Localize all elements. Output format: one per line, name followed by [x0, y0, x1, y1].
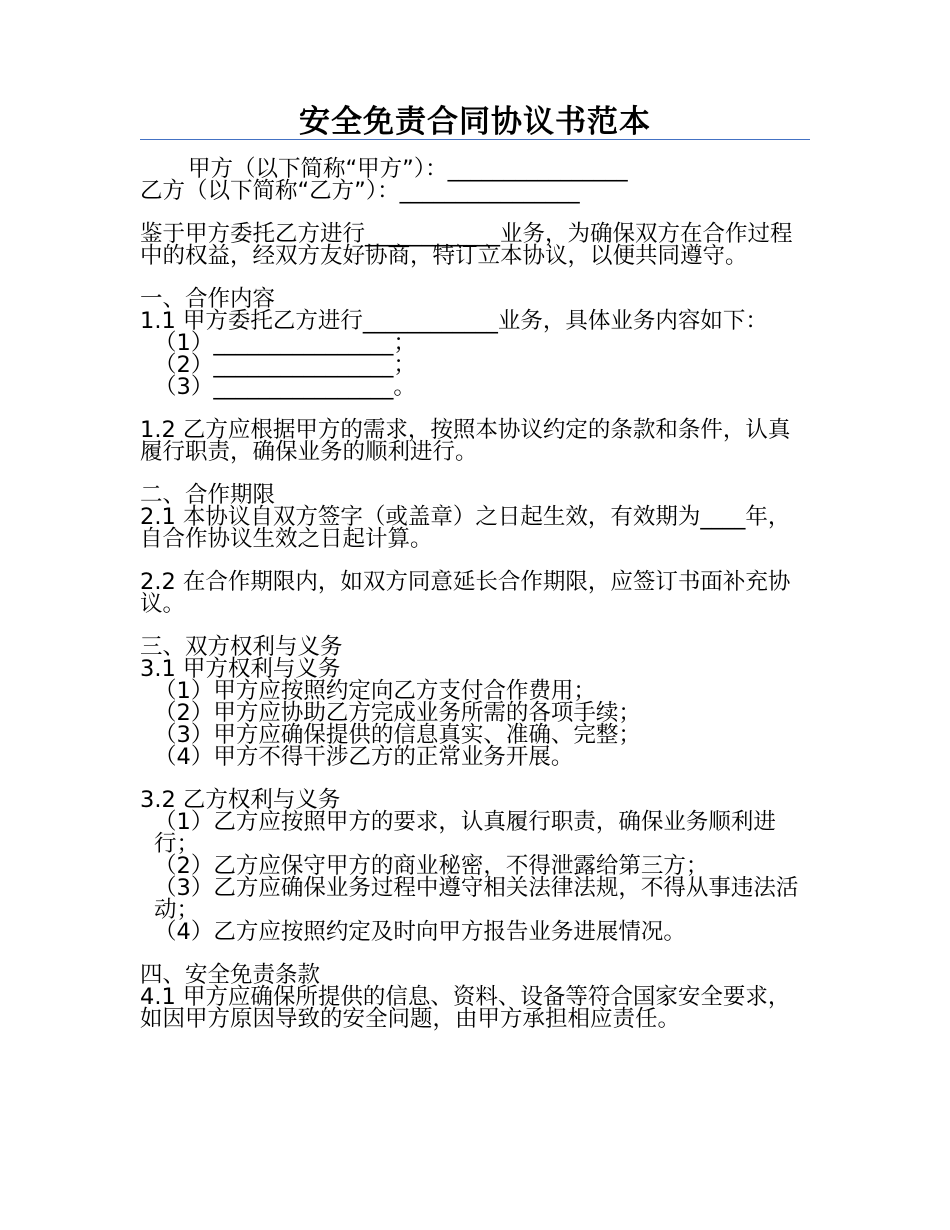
list-item: （3）乙方应确保业务过程中遵守相关法律法规，不得从事违法活动； — [154, 875, 799, 923]
document-body — [140, 158, 812, 1030]
clause-1-2: 1.2 乙方应根据甲方的需求，按照本协议约定的条款和条件，认真履行职责，确保业务的顺利进行。 — [140, 417, 791, 465]
clause-1-1: 1.1 甲方委托乙方进行____________业务，具体业务内容如下： — [140, 308, 768, 334]
title-underline — [140, 139, 810, 140]
party-b-line: 乙方（以下简称“乙方”）：________________ — [140, 178, 580, 204]
clause-2-1: 2.1 本协议自双方签字（或盖章）之日起生效，有效期为____年，自合作协议生效之日起计算。 — [140, 504, 791, 552]
list-item: （3）甲方应确保提供的信息真实、准确、完整； — [154, 722, 641, 748]
section-1-heading: 一、合作内容 — [140, 286, 276, 312]
clause-2-2: 2.2 在合作期限内，如双方同意延长合作期限，应签订书面补充协议。 — [140, 569, 791, 617]
list-item: （4）甲方不得干涉乙方的正常业务开展。 — [154, 744, 574, 770]
clause-3-2: 3.2 乙方权利与义务 — [140, 787, 341, 813]
list-item: （1）乙方应按照甲方的要求，认真履行职责，确保业务顺利进行； — [154, 809, 776, 857]
list-item: （4）乙方应按照约定及时向甲方报告业务进展情况。 — [154, 919, 686, 945]
section-4-heading: 四、安全免责条款 — [140, 962, 321, 988]
list-item: （3）________________。 — [154, 374, 416, 400]
list-item: （2）乙方应保守甲方的商业秘密，不得泄露给第三方； — [154, 853, 709, 879]
clause-4-1: 4.1 甲方应确保所提供的信息、资料、设备等符合国家安全要求，如因甲方原因导致的安全问题，由甲方承担相应责任。 — [140, 984, 791, 1032]
party-a-line: 甲方（以下简称“甲方”）：________________ — [188, 156, 628, 182]
document-title: 安全免责合同协议书范本 — [299, 104, 651, 140]
list-item: （1）________________； — [154, 330, 416, 356]
section-2-heading: 二、合作期限 — [140, 482, 276, 508]
section-3-heading: 三、双方权利与义务 — [140, 634, 343, 660]
list-item: （2）甲方应协助乙方完成业务所需的各项手续； — [154, 700, 641, 726]
list-item: （1）甲方应按照约定向乙方支付合作费用； — [154, 678, 596, 704]
list-item: （2）________________； — [154, 352, 416, 378]
preamble-paragraph: 鉴于甲方委托乙方进行____________业务，为确保双方在合作过程中的权益，经双方友好协商，特订立本协议，以便共同遵守。 — [140, 221, 793, 269]
clause-3-1: 3.1 甲方权利与义务 — [140, 656, 341, 682]
